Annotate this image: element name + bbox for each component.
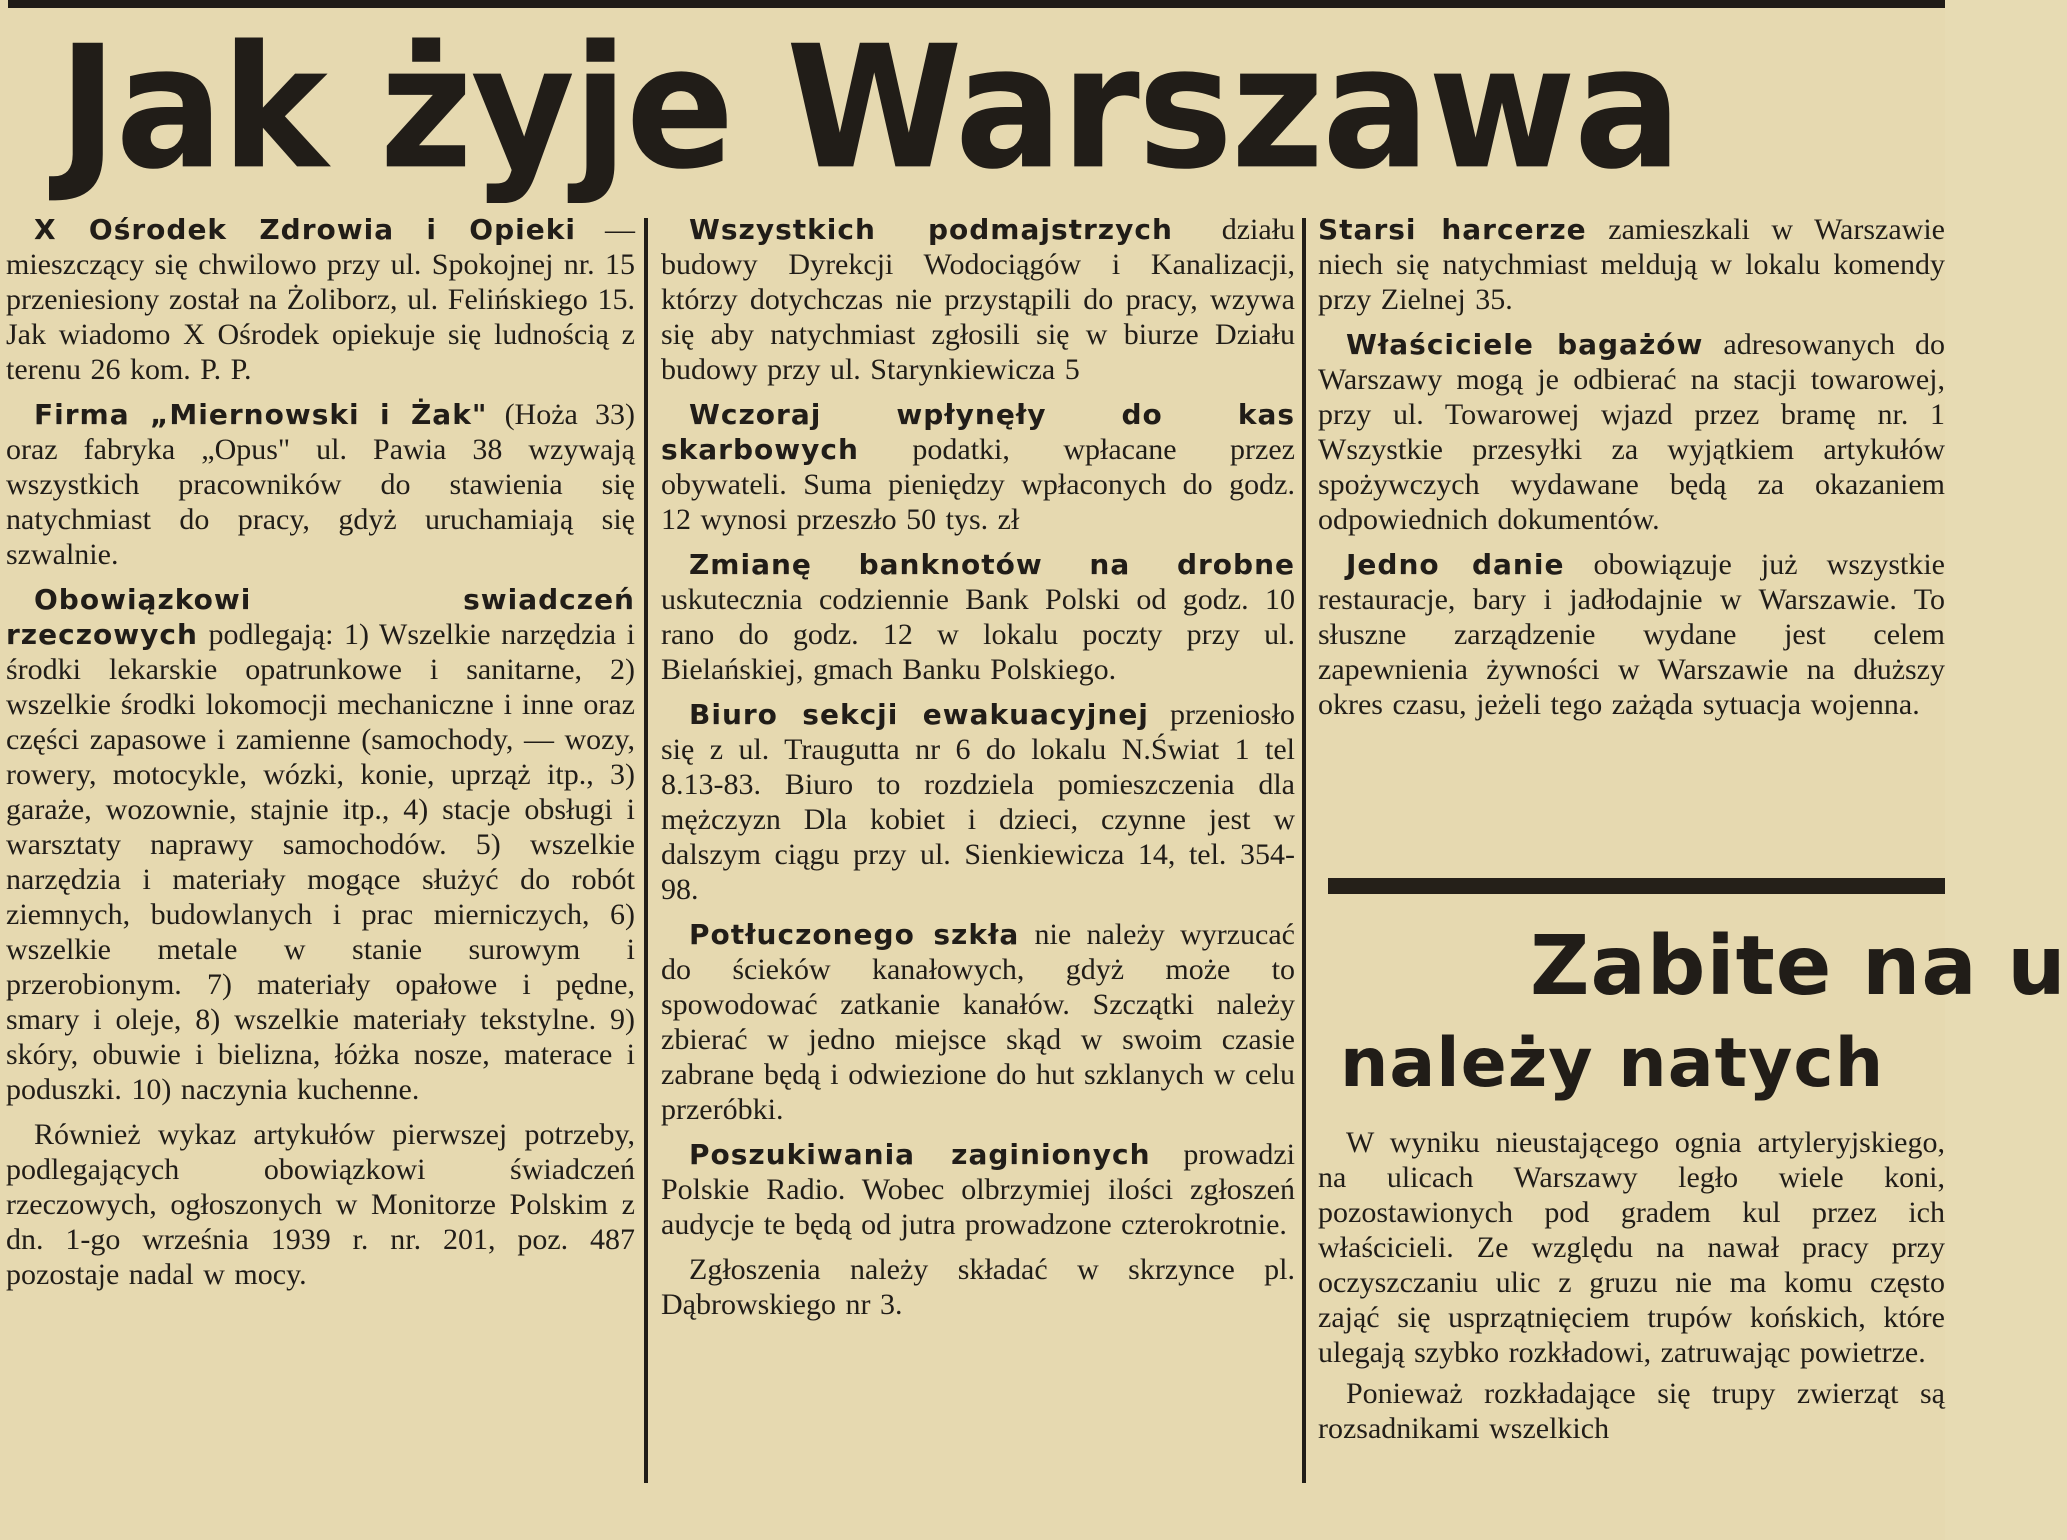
column-divider xyxy=(644,218,648,1483)
notice-missing-persons xyxy=(661,1137,1295,1242)
notice-lead: Właściciele bagażów xyxy=(1346,328,1704,361)
notice-text: (Hoża 33) oraz fabryka „Opus" ul. Pawia 38 wzywają wszystkich pracowników do stawienia się natychmiast do pracy, gdyż uruchamiają się szwalnie. xyxy=(6,398,635,571)
column-2 xyxy=(661,212,1295,1532)
notice-lead: Poszukiwania zaginionych xyxy=(689,1138,1151,1171)
notice-text: przeniosło się z ul. Traugutta nr 6 do lokalu N.Świat 1 tel 8.13-83. Biuro to rozdziela pomieszczenia dla mężczyzn Dla kobiet i dzieci, czynne jest w dalszym ciągu przy ul. Sienkiewicza 14, tel. 354-98. xyxy=(661,698,1295,906)
column-3 xyxy=(1318,212,1945,862)
article-paragraph: Ponieważ rozkładające się trupy zwierząt są rozsadnikami wszelkich xyxy=(1318,1377,1945,1445)
page-title: Jak żyje Warszawa xyxy=(58,8,1680,207)
notice-text: działu budowy Dyrekcji Wodociągów i Kanalizacji, którzy dotychczas nie przystąpili do pracy, wzywa się aby natychmiast zgłosili się w biurze Działu budowy przy ul. Starynkiewicza 5 xyxy=(661,213,1295,386)
notice-scouts xyxy=(1318,212,1945,317)
notice-text: prowadzi Polskie Radio. Wobec olbrzymiej ilości zgłoszeń audycje te będą od jutra prowadzone czterokrotnie. xyxy=(661,1138,1295,1241)
notice-evacuation-office xyxy=(661,697,1295,907)
notice-lead: Wszystkich podmajstrzych xyxy=(689,213,1173,246)
notice-lead: Jedno danie xyxy=(1346,548,1565,581)
notice-text: uskutecznia codziennie Bank Polski od godz. 10 rano do godz. 12 w lokalu poczty przy ul. Bielańskiej, gmach Banku Polskiego. xyxy=(661,583,1295,686)
column-divider xyxy=(1302,218,1306,1483)
notice-banknotes xyxy=(661,547,1295,687)
notice-lead: Firma „Miernowski i Żak" xyxy=(34,398,488,431)
notice-text: obowiązuje już wszystkie restauracje, bary i jadłodajnie w Warszawie. To słuszne zarządzenie wydane jest celem zapewnienia żywności w Warszawie na dłuższy okres czasu, jeżeli tego zażąda sytuacja wojenna. xyxy=(1318,548,1946,721)
notice-one-dish xyxy=(1318,547,1945,722)
article-headline-line-2: należy natych xyxy=(1340,1024,1885,1103)
notice-submissions xyxy=(661,1252,1295,1322)
column-1 xyxy=(6,212,635,1532)
article-paragraph: W wyniku nieustającego ognia artyleryjskiego, na ulicach Warszawy legło wiele koni, pozostawionych pod gradem kul przez ich właścicieli. Ze względu na nawał pracy przy oczyszczaniu ulic z gruzu nie ma komu często zająć się usprzątnięciem trupów końskich, które ulegają szybko rozkładowi, zatruwając powietrze. xyxy=(1318,1126,1945,1369)
section-divider-bar xyxy=(1328,878,1945,894)
article-headline-line-1: Zabite na u xyxy=(1530,919,2067,1014)
notice-lead: Obowiązkowi swiadczeń rzeczowych xyxy=(6,583,635,651)
notice-text: adresowanych do Warszawy mogą je odbierać na stacji towarowej, przy ul. Towarowej wjazd przez bramę nr. 1 Wszystkie przesyłki za wyjątkiem artykułów spożywczych wydawane będą za okazaniem odpowiednich dokumentów. xyxy=(1318,328,1946,536)
notice-lead: Wczoraj wpłynęły do kas skarbowych xyxy=(661,398,1295,466)
notice-text: podatki, wpłacane przez obywateli. Suma pieniędzy wpłaconych do godz. 12 wynosi przeszło 50 tys. zł xyxy=(661,433,1295,536)
notice-text: Również wykaz artykułów pierwszej potrzeby, podlegających obowiązkowi świadczeń rzeczowych, ogłoszonych w Monitorze Polskim z dn. 1-go września 1939 r. nr. 201, poz. 487 pozostaje nadal w mocy. xyxy=(6,1118,635,1291)
notice-luggage xyxy=(1318,327,1945,537)
notice-text: podlegają: 1) Wszelkie narzędzia i środki lekarskie opatrunkowe i sanitarne, 2) wszelkie środki lokomocji mechaniczne i inne oraz części zapasowe i zamienne (samochody, — wozy, rowery, motocykle, wózki, konie, uprząż itp., 3) garaże, wozownie, stajnie itp., 4) stacje obsługi i warsztaty naprawy samochodów. 5) wszelkie narzędzia i materiały mogące służyć do robót ziemnych, budowlanych i prac mierniczych, 6) wszelkie metale w stanie surowym i przerobionym. 7) materiały opałowe i pędne, smary i oleje, 8) wszelkie materiały tekstylne. 9) skóry, obuwie i bielizna, łóżka nosze, materace i poduszki. 10) naczynia kuchenne. xyxy=(6,618,635,1106)
notice-lead: X Ośrodek Zdrowia i Opieki xyxy=(34,213,576,246)
notice-text: — mieszczący się chwilowo przy ul. Spokojnej nr. 15 przeniesiony został na Żoliborz, ul. Felińskiego 15. Jak wiadomo X Ośrodek opiekuje się ludnością z terenu 26 kom. P. P. xyxy=(6,213,636,386)
notice-obligations xyxy=(6,582,635,1107)
notice-health-center xyxy=(6,212,635,387)
notice-text: zamieszkali w Warszawie niech się natychmiast meldują w lokalu komendy przy Zielnej 35. xyxy=(1318,213,1945,316)
notice-lead: Starsi harcerze xyxy=(1318,213,1587,246)
notice-taxes xyxy=(661,397,1295,537)
notice-firma xyxy=(6,397,635,572)
notice-lead: Biuro sekcji ewakuacyjnej xyxy=(689,698,1149,731)
notice-foremen xyxy=(661,212,1295,387)
notice-text: Zgłoszenia należy składać w skrzynce pl. Dąbrowskiego nr 3. xyxy=(661,1253,1295,1321)
notice-monitor xyxy=(6,1117,635,1292)
notice-lead: Potłuczonego szkła xyxy=(689,918,1020,951)
notice-text: nie należy wyrzucać do ścieków kanałowych, gdyż może to spowodować zatkanie kanałów. Szczątki należy zbierać w jedno miejsce skąd w swoim czasie zabrane będą i odwiezione do hut szklanych w celu przeróbki. xyxy=(661,918,1295,1126)
article-body xyxy=(1318,1125,1945,1530)
notice-lead: Zmianę banknotów na drobne xyxy=(689,548,1295,581)
top-rule xyxy=(8,0,1945,8)
notice-glass xyxy=(661,917,1295,1127)
